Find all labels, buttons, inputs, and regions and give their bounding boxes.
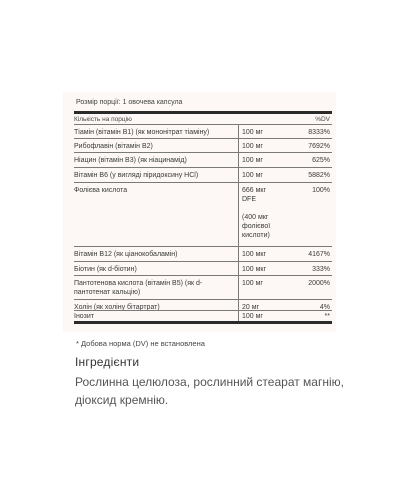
- nutrient-name: Холін (як холіну бітартрат): [74, 304, 160, 311]
- nutrient-amount: 100 мг: [242, 129, 263, 136]
- dv-header: %DV: [315, 116, 330, 123]
- nutrient-name: Тіамін (вітамін В1) (як мононітрат тіаміну): [74, 129, 210, 136]
- nutrient-dv: 100%: [312, 187, 330, 194]
- nutrient-dv: 7692%: [308, 143, 330, 150]
- nutrient-name: Вітамін В6 (у вигляді піридоксину HCl): [74, 172, 199, 179]
- table-row: [74, 124, 332, 139]
- table-row: [74, 246, 332, 262]
- amount-line: фолієвої: [242, 223, 271, 230]
- nutrient-name: Рибофлавін (вітамін В2): [74, 143, 153, 150]
- nutrient-amount: [242, 186, 294, 240]
- table-header: [74, 116, 332, 123]
- dv-footnote: * Добова норма (DV) не встановлена: [76, 339, 205, 348]
- supplement-facts-panel: [63, 92, 336, 332]
- amount-line: (400 мкг: [242, 214, 269, 221]
- ingredients-title: Інгредієнти: [75, 355, 140, 369]
- nutrient-dv: 4167%: [308, 251, 330, 258]
- nutrient-amount: 100 мг: [242, 313, 263, 320]
- table-row: [74, 167, 332, 183]
- amount-line: кислоти): [242, 232, 270, 239]
- nutrient-amount: 100 мг: [242, 143, 263, 150]
- serving-size: Розмір порції: 1 овочева капсула: [76, 99, 183, 106]
- table-row: [74, 275, 332, 300]
- amount-per-serving-label: Кількість на порцію: [74, 116, 132, 123]
- amount-line: [242, 204, 294, 213]
- name-line: Пантотенова кислота (вітамін В5) (як d-: [74, 280, 203, 287]
- nutrient-dv: 4%: [319, 304, 330, 311]
- name-line: пантотенат кальцію): [74, 289, 141, 296]
- amount-line: DFE: [242, 196, 256, 203]
- bottom-rule: [74, 321, 332, 324]
- nutrient-name: [74, 279, 224, 297]
- nutrient-amount: 100 мкг: [242, 251, 267, 258]
- nutrient-amount: 100 мкг: [242, 266, 267, 273]
- table-row: [74, 152, 332, 168]
- nutrient-amount: 100 мг: [242, 280, 263, 287]
- nutrient-dv: 8333%: [308, 129, 330, 136]
- nutrient-dv: 2000%: [308, 280, 330, 287]
- nutrient-amount: 100 мг: [242, 172, 263, 179]
- nutrient-amount: 100 мг: [242, 157, 263, 164]
- column-separator: [238, 124, 239, 321]
- top-rule: [74, 111, 332, 114]
- amount-line: 666 мкг: [242, 187, 267, 194]
- nutrient-name: Вітамін В12 (як ціанокобаламін): [74, 251, 178, 258]
- nutrient-amount: 20 мг: [242, 304, 260, 311]
- nutrient-name: Фолієва кислота: [74, 187, 128, 194]
- table-row: [74, 261, 332, 276]
- nutrient-name: Ніацин (вітамін В3) (як ніацинамід): [74, 157, 187, 164]
- nutrient-dv: 333%: [312, 266, 330, 273]
- table-row: [74, 138, 332, 153]
- nutrient-dv: 5882%: [308, 172, 330, 179]
- nutrient-name: Біотин (як d-біотин): [74, 266, 137, 273]
- ingredients-text: Рослинна целюлоза, рослинний стеарат магнію, діоксид кремнію.: [75, 375, 344, 407]
- table-row: [74, 182, 332, 247]
- nutrient-dv: **: [324, 313, 330, 320]
- nutrient-name: Інозит: [74, 313, 94, 320]
- nutrient-dv: 625%: [312, 157, 330, 164]
